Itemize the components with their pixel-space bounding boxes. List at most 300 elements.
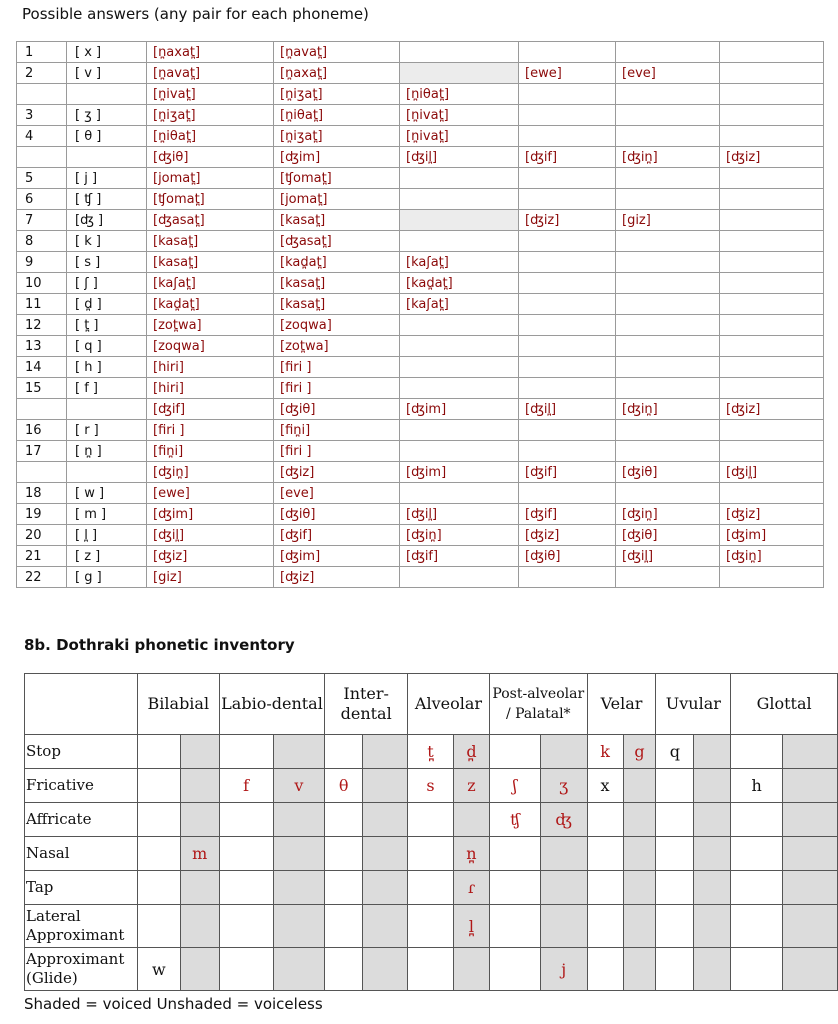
row-number: 16 [17,420,67,441]
voiced-cell: n̪ [453,837,489,871]
voiceless-cell: s [408,769,454,803]
answer-word: [ʤin̪] [720,546,824,567]
answer-row [17,231,824,252]
phoneme-cell: [ d̪ ] [67,294,147,315]
corner-cell [25,674,138,735]
answer-word [519,441,616,462]
voiced-cell [694,948,731,991]
answer-word [616,126,720,147]
answer-word [616,294,720,315]
voiceless-cell [137,803,180,837]
answer-word [400,336,519,357]
answer-word: [ʤiz] [720,504,824,525]
answer-word [616,315,720,336]
voiceless-cell: f [219,769,273,803]
voiced-cell [540,735,587,769]
answer-word: [ʤim] [400,399,519,420]
place-header: Velar [587,674,656,735]
voiced-cell [783,803,838,837]
manner-label: Nasal [25,837,138,871]
voiceless-cell [656,948,694,991]
voiced-cell [363,769,408,803]
phoneme-cell [67,462,147,483]
answer-word: [kasat̪] [274,273,400,294]
answer-word: [ʤin̪] [616,504,720,525]
answer-word: [ʤim] [274,546,400,567]
voiceless-cell [587,948,623,991]
answer-word [400,189,519,210]
answer-row [17,294,824,315]
answer-word: [ʤiθ] [519,546,616,567]
answer-word [720,63,824,84]
voiceless-cell [219,803,273,837]
answer-word [616,252,720,273]
answer-word: [kaʃat̪] [400,252,519,273]
manner-label: Lateral Approximant [25,905,138,948]
answer-word: [ʤiz] [274,462,400,483]
phoneme-cell: [ θ ] [67,126,147,147]
voiced-cell [623,948,656,991]
answer-word: [ʤiθ] [616,525,720,546]
answer-word [720,231,824,252]
phoneme-cell: [ f ] [67,378,147,399]
phoneme-cell: [ h ] [67,357,147,378]
voiceless-cell [137,871,180,905]
answer-word: [n̪iθat̪] [147,126,274,147]
voiced-cell [540,905,587,948]
answer-word [720,483,824,504]
answer-word: [ʤin̪] [616,399,720,420]
voiced-cell: l̪ [453,905,489,948]
voiced-cell [783,871,838,905]
voiced-cell [623,803,656,837]
phoneme-cell: [ ʃ ] [67,273,147,294]
row-number: 1 [17,42,67,63]
voiced-cell [540,871,587,905]
answer-word [616,105,720,126]
voiceless-cell: k [587,735,623,769]
answers-table [16,41,824,588]
answer-word [616,273,720,294]
voiceless-cell [137,735,180,769]
answer-word [720,336,824,357]
answer-word [720,294,824,315]
voiceless-cell [731,803,783,837]
answer-row [17,84,824,105]
answer-word [400,210,519,231]
place-header: Uvular [656,674,731,735]
answer-word [720,168,824,189]
manner-row [25,735,838,769]
voiceless-cell: q [656,735,694,769]
row-number: 22 [17,567,67,588]
voiceless-cell [587,837,623,871]
answer-word [616,336,720,357]
row-number: 19 [17,504,67,525]
voiceless-cell [219,871,273,905]
voiceless-cell [325,803,363,837]
answer-row [17,567,824,588]
answer-word: [ʤiθ] [147,147,274,168]
answer-word: [ʤiz] [720,399,824,420]
voiceless-cell [656,769,694,803]
voiceless-cell [656,905,694,948]
manner-row [25,905,838,948]
manner-label: Stop [25,735,138,769]
shading-legend: Shaded = voiced Unshaded = voiceless [24,995,323,1013]
row-number: 8 [17,231,67,252]
voiceless-cell [137,769,180,803]
answer-word: [ʤif] [400,546,519,567]
row-number: 3 [17,105,67,126]
place-header: Labio-dental [219,674,325,735]
answer-word [400,42,519,63]
manner-row [25,837,838,871]
voiceless-cell: ʃ [489,769,540,803]
answer-word [616,483,720,504]
answer-row [17,441,824,462]
voiced-cell: g [623,735,656,769]
row-number: 7 [17,210,67,231]
answer-word: [ʤil̪] [400,504,519,525]
answer-word [400,63,519,84]
answer-word: [kasat̪] [274,210,400,231]
answer-row [17,357,824,378]
voiceless-cell [325,735,363,769]
manner-label: Approximant (Glide) [25,948,138,991]
answer-word: [zot̪wa] [274,336,400,357]
voiceless-cell [408,871,454,905]
answer-word [519,168,616,189]
voiced-cell [273,905,325,948]
voiced-cell [623,769,656,803]
voiceless-cell [489,837,540,871]
voiced-cell [363,948,408,991]
answer-row [17,168,824,189]
voiced-cell [180,871,219,905]
answer-word: [n̪iʒat̪] [274,126,400,147]
answer-word: [ʤil̪] [147,525,274,546]
answer-word [616,42,720,63]
phoneme-cell: [ ʧ ] [67,189,147,210]
voiceless-cell [219,905,273,948]
answers-heading: Possible answers (any pair for each phoneme) [22,5,369,23]
voiceless-cell [731,837,783,871]
voiceless-cell [325,948,363,991]
answer-word [400,168,519,189]
voiceless-cell [656,837,694,871]
phoneme-cell: [ r ] [67,420,147,441]
answer-word: [ʤim] [274,147,400,168]
voiceless-cell: x [587,769,623,803]
row-number [17,462,67,483]
voiced-cell [783,735,838,769]
answer-word [519,483,616,504]
voiceless-cell [489,948,540,991]
phoneme-cell: [ j ] [67,168,147,189]
answer-word: [ʧomat̪] [274,168,400,189]
phoneme-cell [67,399,147,420]
phoneme-cell: [ n̪ ] [67,441,147,462]
answer-word [519,42,616,63]
voiceless-cell: θ [325,769,363,803]
answer-word: [ʤiθ] [274,399,400,420]
answer-row [17,252,824,273]
answer-word [720,441,824,462]
answer-word: [firi ] [147,420,274,441]
answer-row [17,126,824,147]
voiceless-cell [219,735,273,769]
answer-word: [giz] [616,210,720,231]
answer-word [400,357,519,378]
voiceless-cell [408,905,454,948]
answer-word [519,252,616,273]
phoneme-cell [67,147,147,168]
row-number: 6 [17,189,67,210]
manner-label: Fricative [25,769,138,803]
row-number: 13 [17,336,67,357]
answer-word [400,483,519,504]
row-number: 18 [17,483,67,504]
row-number [17,399,67,420]
answer-word [519,84,616,105]
voiceless-cell [731,871,783,905]
answer-word: [ʤif] [519,147,616,168]
answer-word: [kaʃat̪] [147,273,274,294]
place-header: Inter- dental [325,674,408,735]
voiced-cell [783,769,838,803]
voiced-cell [273,803,325,837]
answer-word: [n̪axat̪] [274,63,400,84]
row-number: 21 [17,546,67,567]
answer-word [616,441,720,462]
answer-word: [ʤim] [720,525,824,546]
answer-word: [ʤiθ] [616,462,720,483]
answer-word [400,315,519,336]
voiceless-cell [489,735,540,769]
answer-row [17,210,824,231]
place-header: Bilabial [137,674,219,735]
place-header: Glottal [731,674,838,735]
answer-word [720,42,824,63]
answer-word [616,420,720,441]
voiced-cell [180,803,219,837]
answer-word [400,441,519,462]
answer-word: [ʤim] [147,504,274,525]
answer-row [17,546,824,567]
answer-word: [firi ] [274,441,400,462]
answer-word [720,126,824,147]
phoneme-cell: [ z ] [67,546,147,567]
voiced-cell: d̪ [453,735,489,769]
voiced-cell [694,803,731,837]
row-number: 12 [17,315,67,336]
voiceless-cell [587,871,623,905]
voiceless-cell [731,735,783,769]
voiced-cell: ʒ [540,769,587,803]
answer-word [400,420,519,441]
voiceless-cell [489,871,540,905]
answer-word: [ʤif] [519,504,616,525]
answer-word: [ewe] [147,483,274,504]
answer-row [17,420,824,441]
answer-word: [kasat̪] [147,231,274,252]
manner-label: Tap [25,871,138,905]
voiced-cell [453,948,489,991]
voiced-cell [694,905,731,948]
voiced-cell: j [540,948,587,991]
voiceless-cell [731,905,783,948]
answer-word [720,84,824,105]
answer-word: [ʤil̪] [616,546,720,567]
answer-word: [n̪ivat̪] [400,105,519,126]
answer-word [720,378,824,399]
row-number: 5 [17,168,67,189]
answer-word [616,189,720,210]
answer-word: [zot̪wa] [147,315,274,336]
answer-word: [hiri] [147,357,274,378]
answer-word: [ʤiz] [274,567,400,588]
phoneme-cell: [ w ] [67,483,147,504]
phonetic-inventory-table [24,673,838,991]
phoneme-cell: [ g ] [67,567,147,588]
phoneme-cell: [ x ] [67,42,147,63]
answer-word: [ʧomat̪] [147,189,274,210]
answer-word [400,378,519,399]
answer-word [400,567,519,588]
answer-word: [kasat̪] [147,252,274,273]
answer-word: [zoqwa] [274,315,400,336]
row-number: 20 [17,525,67,546]
answer-word [616,567,720,588]
answer-word: [n̪avat̪] [274,42,400,63]
row-number: 4 [17,126,67,147]
answer-row [17,42,824,63]
answer-word: [n̪iθat̪] [274,105,400,126]
answer-word: [ʤin̪] [400,525,519,546]
voiced-cell [540,837,587,871]
answer-word: [kad̪at̪] [147,294,274,315]
answer-word [519,378,616,399]
voiceless-cell [219,948,273,991]
answer-word: [n̪iʒat̪] [147,105,274,126]
voiced-cell [783,948,838,991]
answer-word [720,273,824,294]
answer-row [17,399,824,420]
phoneme-cell: [ t̪ ] [67,315,147,336]
answer-word: [ewe] [519,63,616,84]
voiced-cell [783,837,838,871]
answer-word: [hiri] [147,378,274,399]
place-header: Alveolar [408,674,490,735]
answer-row [17,336,824,357]
answer-word: [firi ] [274,357,400,378]
answer-word [720,252,824,273]
answer-word [616,378,720,399]
voiceless-cell [137,905,180,948]
answer-row [17,63,824,84]
answer-row [17,147,824,168]
row-number [17,147,67,168]
manner-row [25,871,838,905]
answer-word [720,567,824,588]
answer-word: [n̪ivat̪] [400,126,519,147]
answer-word: [n̪iʒat̪] [274,84,400,105]
answer-word: [ʤasat̪] [147,210,274,231]
phoneme-cell [67,84,147,105]
answer-word: [fin̪i] [147,441,274,462]
answer-word [720,189,824,210]
voiced-cell [363,803,408,837]
voiced-cell [180,769,219,803]
answer-word [519,357,616,378]
answer-word: [kasat̪] [274,294,400,315]
voiced-cell [363,871,408,905]
inventory-title: 8b. Dothraki phonetic inventory [24,636,295,654]
answer-word: [ʤif] [274,525,400,546]
voiced-cell [694,871,731,905]
answer-word: [eve] [274,483,400,504]
voiceless-cell [137,837,180,871]
voiced-cell: m [180,837,219,871]
answer-word: [kaʃat̪] [400,294,519,315]
voiceless-cell: ʧ [489,803,540,837]
voiceless-cell [587,803,623,837]
answer-word: [n̪axat̪] [147,42,274,63]
row-number: 17 [17,441,67,462]
voiced-cell [623,905,656,948]
manner-row [25,803,838,837]
voiceless-cell [408,837,454,871]
voiced-cell [453,803,489,837]
answer-word: [eve] [616,63,720,84]
phoneme-cell: [ʤ ] [67,210,147,231]
phoneme-cell: [ k ] [67,231,147,252]
voiced-cell [180,948,219,991]
answer-word: [ʤiz] [147,546,274,567]
voiced-cell [363,735,408,769]
answer-word [720,105,824,126]
voiceless-cell [731,948,783,991]
row-number [17,84,67,105]
answer-word: [ʤasat̪] [274,231,400,252]
voiced-cell [273,837,325,871]
answer-word: [ʤiθ] [274,504,400,525]
answer-word: [ʤil̪] [720,462,824,483]
answer-word: [n̪iθat̪] [400,84,519,105]
answer-word: [ʤiz] [519,525,616,546]
voiceless-cell [219,837,273,871]
answer-word [400,231,519,252]
voiceless-cell: w [137,948,180,991]
voiced-cell: ʤ [540,803,587,837]
manner-label: Affricate [25,803,138,837]
answer-word [519,294,616,315]
voiceless-cell [325,905,363,948]
answer-word [519,336,616,357]
row-number: 15 [17,378,67,399]
answer-row [17,273,824,294]
voiceless-cell [408,803,454,837]
phoneme-cell: [ l̪ ] [67,525,147,546]
voiced-cell [363,905,408,948]
answer-row [17,378,824,399]
phoneme-cell: [ q ] [67,336,147,357]
answer-word [519,315,616,336]
answer-word [616,168,720,189]
answer-word [616,231,720,252]
answer-word: [kad̪at̪] [400,273,519,294]
